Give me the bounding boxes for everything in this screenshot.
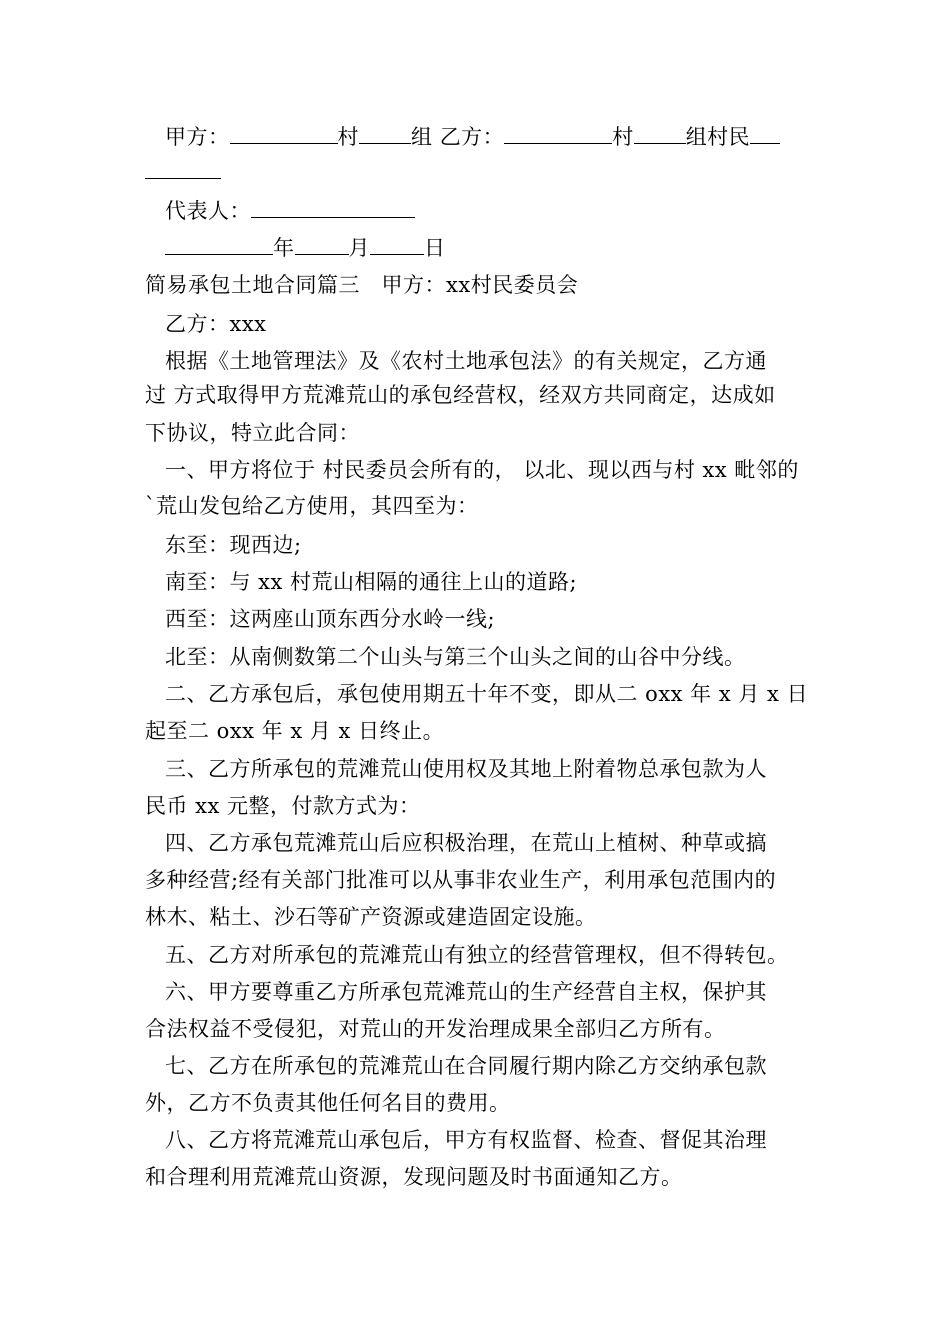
text-line: 过 方式取得甲方荒滩荒山的承包经营权，经双方共同商定，达成如 (145, 383, 776, 407)
date-line (165, 236, 815, 261)
blank-field (750, 125, 780, 144)
title-line (145, 273, 815, 298)
text-line: 七、乙方在所承包的荒滩荒山在合同履行期内除乙方交纳承包款 (165, 1054, 767, 1078)
party-a-label: 甲方： (165, 125, 230, 149)
text-line: 林木、粘土、沙石等矿产资源或建造固定设施。 (145, 905, 597, 929)
text-line: 四、乙方承包荒滩荒山后应积极治理，在荒山上植树、种草或搞 (165, 831, 767, 855)
parties-line (165, 125, 815, 150)
representative-line (165, 199, 815, 224)
party-b-line: 乙方：xxx (165, 312, 267, 336)
text-line: 北至：从南侧数第二个山头与第三个山头之间的山谷中分线。 (165, 645, 746, 669)
document-title: 简易承包土地合同篇三 (145, 273, 360, 297)
village-label: 村 (612, 125, 634, 149)
text-line: 合法权益不受侵犯，对荒山的开发治理成果全部归乙方所有。 (145, 1017, 726, 1041)
blank-field (295, 236, 349, 255)
blank-field (251, 199, 415, 218)
party-a-name: 甲方：xx村民委员会 (381, 273, 579, 297)
blank-field (370, 236, 424, 255)
text-line: `荒山发包给乙方使用，其四至为： (145, 494, 479, 518)
text-line: 南至：与 xx 村荒山相隔的通往上山的道路; (165, 570, 578, 594)
text-line: 下协议，特立此合同： (145, 421, 360, 445)
text-line: 西至：这两座山顶东西分水岭一线; (165, 607, 496, 631)
blank-field (165, 236, 273, 255)
text-line: 根据《土地管理法》及《农村土地承包法》的有关规定，乙方通 (165, 349, 767, 373)
text-line: 多种经营;经有关部门批准可以从事非农业生产，利用承包范围内的 (145, 868, 777, 892)
text-line: 外，乙方不负责其他任何名目的费用。 (145, 1091, 511, 1115)
text-line: 东至：现西边; (165, 533, 302, 557)
group-villager-label: 组村民 (685, 125, 751, 149)
text-line: 二、乙方承包后，承包使用期五十年不变，即从二 oxx 年 x 月 x 日 (165, 682, 809, 706)
month-label: 月 (348, 236, 370, 260)
text-line: 五、乙方对所承包的荒滩荒山有独立的经营管理权，但不得转包。 (165, 943, 789, 967)
day-label: 日 (424, 236, 446, 260)
blank-field (504, 125, 612, 144)
text-line: 八、乙方将荒滩荒山承包后，甲方有权监督、检查、督促其治理 (165, 1128, 767, 1152)
representative-label: 代表人： (165, 199, 251, 223)
blank-field (230, 125, 338, 144)
party-b-label: 乙方： (439, 125, 505, 149)
text-line: 起至二 oxx 年 x 月 x 日终止。 (145, 719, 445, 743)
blank-field (359, 125, 411, 144)
blank-field (145, 160, 221, 179)
text-line: 一、甲方将位于 村民委员会所有的， 以北、现以西与村 xx 毗邻的 (165, 458, 799, 482)
year-label: 年 (273, 236, 295, 260)
text-line: 六、甲方要尊重乙方所承包荒滩荒山的生产经营自主权，保护其 (165, 980, 767, 1004)
group-label: 组 (411, 125, 433, 149)
text-line: 三、乙方所承包的荒滩荒山使用权及其地上附着物总承包款为人 (165, 757, 767, 781)
text-line: 和合理利用荒滩荒山资源，发现问题及时书面通知乙方。 (145, 1165, 683, 1189)
text-line: 民币 xx 元整，付款方式为： (145, 794, 421, 818)
village-label: 村 (337, 125, 359, 149)
blank-field (634, 125, 686, 144)
parties-line-continued (145, 160, 815, 185)
